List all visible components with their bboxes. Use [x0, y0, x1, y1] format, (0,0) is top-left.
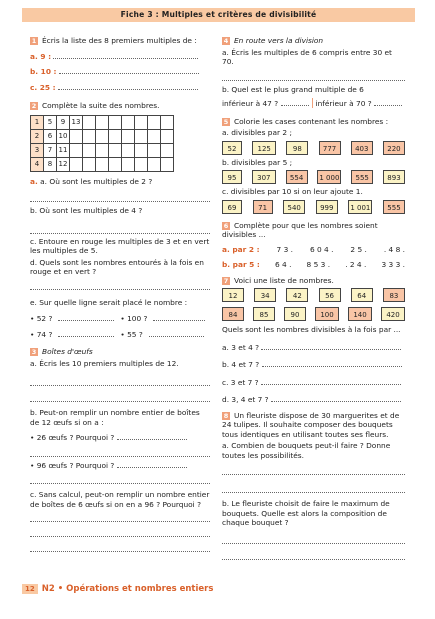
- question-5c: c. divisibles par 10 si on leur ajoute 1.: [222, 187, 363, 196]
- answer-line[interactable]: [58, 83, 198, 90]
- question-4a: a. Écris les multiples de 6 compris entre 30 et 70.: [222, 47, 392, 66]
- grid-cell[interactable]: 8: [44, 157, 57, 171]
- question-4b: b. Quel est le plus grand multiple de 6: [222, 84, 364, 94]
- grid-cell[interactable]: [148, 129, 161, 143]
- exercise-1-instruction: Écris la liste des 8 premiers multiples de :: [42, 36, 197, 45]
- boxes-5b: [222, 170, 405, 184]
- grid-cell[interactable]: 13: [70, 115, 83, 129]
- grid-cell[interactable]: [109, 143, 122, 157]
- right-column: [222, 36, 405, 560]
- left-column: [30, 36, 210, 552]
- grid-cell: 3: [31, 143, 44, 157]
- question-1a: a. 9 :: [30, 51, 52, 61]
- grid-cell[interactable]: [83, 157, 96, 171]
- exercise-number: 4: [223, 37, 229, 45]
- answer-line[interactable]: [30, 392, 210, 402]
- question-2e: e. Sur quelle ligne serait placé le nombre :: [30, 297, 188, 307]
- number-box: 12: [222, 288, 244, 302]
- exercise-6-instruction: Complète pour que les nombres soient divisibles ...: [222, 220, 378, 239]
- answer-line[interactable]: [30, 447, 210, 457]
- question-3b-26: • 26 œufs ? Pourquoi ?: [30, 433, 115, 442]
- answer-line[interactable]: [222, 465, 405, 475]
- question-7c: c. 3 et 7 ?: [222, 377, 259, 387]
- number-box[interactable]: 95: [222, 170, 242, 184]
- answer-line[interactable]: [262, 360, 402, 367]
- number-box: 420: [381, 307, 405, 321]
- number-box: 90: [284, 307, 306, 321]
- question-2e-52: • 52 ?: [30, 314, 53, 323]
- question-2c: c. Entoure en rouge les multiples de 3 et en vert les multiples de 5.: [30, 236, 210, 255]
- exercise-number: 1: [31, 37, 37, 45]
- answer-line[interactable]: [58, 330, 114, 337]
- answer-line[interactable]: [153, 314, 205, 321]
- exercise-number: 6: [223, 221, 229, 230]
- grid-cell[interactable]: 11: [57, 143, 70, 157]
- question-2a: a. Où sont les multiples de 2 ?: [40, 176, 153, 186]
- grid-cell[interactable]: 5: [44, 115, 57, 129]
- number-box: 84: [222, 307, 244, 321]
- question-1b: b. 10 :: [30, 67, 57, 76]
- question-6b: b. par 5 :: [222, 260, 260, 269]
- number-box[interactable]: 71: [253, 200, 273, 214]
- answer-line[interactable]: [30, 280, 210, 290]
- boxes-7-row1: [222, 288, 405, 302]
- fill-number[interactable]: 6 0 4 .: [309, 244, 334, 254]
- answer-line[interactable]: [30, 192, 210, 202]
- exercise-number: 5: [223, 117, 229, 126]
- grid-cell[interactable]: [109, 115, 122, 129]
- exercise-4-title: En route vers la division: [234, 36, 324, 45]
- exercise-8-instruction: Un fleuriste dispose de 30 marguerites et de 24 tulipes. Il souhaite composer des bouquets tous identiques en utilisant toutes ses fleurs.: [222, 410, 400, 439]
- grid-cell[interactable]: [70, 143, 83, 157]
- number-box[interactable]: 777: [319, 141, 341, 155]
- number-box[interactable]: 1 001: [348, 200, 372, 214]
- grid-cell[interactable]: [148, 157, 161, 171]
- question-3a: a. Écris les 10 premiers multiples de 12.: [30, 358, 179, 368]
- number-box[interactable]: 999: [316, 200, 338, 214]
- grid-cell[interactable]: [96, 157, 109, 171]
- exercise-number: 3: [31, 348, 37, 356]
- question-7a: a. 3 et 4 ?: [222, 342, 260, 352]
- grid-cell[interactable]: [83, 115, 96, 129]
- grid-cell[interactable]: [122, 143, 135, 157]
- grid-cell[interactable]: [122, 157, 135, 171]
- fill-number[interactable]: 2 5 .: [350, 244, 367, 254]
- answer-line[interactable]: [222, 550, 405, 560]
- question-3b-96: • 96 œufs ? Pourquoi ?: [30, 460, 115, 470]
- answer-line[interactable]: [58, 314, 114, 321]
- question-3b: b. Peut-on remplir un nombre entier de boîtes de 12 œufs si on a :: [30, 408, 200, 427]
- answer-line[interactable]: [261, 378, 401, 385]
- answer-line[interactable]: [59, 67, 199, 74]
- fill-number[interactable]: 6 4 .: [274, 260, 292, 269]
- grid-cell[interactable]: [135, 129, 148, 143]
- grid-cell[interactable]: [83, 143, 96, 157]
- answer-line[interactable]: [30, 512, 210, 522]
- answer-line[interactable]: [374, 99, 402, 106]
- exercise-4: [222, 36, 405, 109]
- grid-cell: 1: [31, 115, 44, 129]
- question-2b: b. Où sont les multiples de 4 ?: [30, 206, 143, 215]
- answer-line[interactable]: [222, 534, 405, 544]
- fill-number[interactable]: 7 3 .: [276, 244, 293, 254]
- grid-cell[interactable]: [161, 115, 174, 129]
- question-5a: a. divisibles par 2 ;: [222, 128, 292, 137]
- number-box[interactable]: 307: [252, 170, 276, 184]
- number-box: 100: [315, 307, 339, 321]
- grid-cell[interactable]: [161, 157, 174, 171]
- exercise-3-title: Boîtes d'œufs: [42, 347, 93, 356]
- question-8a: a. Combien de bouquets peut-il faire ? Donne toutes les possibilités.: [222, 441, 391, 460]
- number-box[interactable]: 555: [383, 200, 405, 214]
- exercise-number: 2: [31, 102, 37, 110]
- answer-line[interactable]: [30, 527, 210, 537]
- grid-cell[interactable]: [161, 143, 174, 157]
- exercise-7-instruction: Voici une liste de nombres.: [234, 275, 334, 285]
- exercise-number: 8: [223, 411, 229, 420]
- grid-cell[interactable]: 6: [44, 129, 57, 143]
- grid-cell[interactable]: [83, 129, 96, 143]
- number-box[interactable]: 69: [222, 200, 242, 214]
- exercise-1: [30, 36, 210, 92]
- grid-cell[interactable]: 10: [57, 129, 70, 143]
- grid-cell[interactable]: 7: [44, 143, 57, 157]
- exercise-5: [222, 117, 405, 214]
- grid-cell[interactable]: [96, 129, 109, 143]
- answer-line[interactable]: [30, 542, 210, 552]
- answer-line[interactable]: [30, 474, 210, 484]
- question-3c: c. Sans calcul, peut-on remplir un nombre entier de boîtes de 6 œufs si on en a 96 ? Pourquoi ?: [30, 490, 210, 509]
- answer-line[interactable]: [271, 395, 401, 402]
- question-4b-47: inférieur à 47 ?: [222, 99, 279, 108]
- question-8b: b. Le fleuriste choisit de faire le maximum de bouquets. Quelle est alors la composition de chaque bouquet ?: [222, 499, 390, 527]
- number-box: 64: [351, 288, 373, 302]
- exercise-2-instruction: Complète la suite des nombres.: [42, 101, 160, 110]
- question-4b-70: inférieur à 70 ?: [315, 99, 372, 108]
- number-box: 42: [286, 288, 308, 302]
- question-5b: b. divisibles par 5 ;: [222, 157, 293, 167]
- grid-cell[interactable]: [122, 129, 135, 143]
- grid-cell[interactable]: 9: [57, 115, 70, 129]
- number-box[interactable]: 554: [286, 170, 308, 184]
- grid-cell[interactable]: [109, 157, 122, 171]
- number-box[interactable]: 220: [383, 141, 405, 155]
- answer-line[interactable]: [30, 224, 210, 234]
- fill-number[interactable]: 3 3 3 .: [381, 260, 405, 269]
- fill-number[interactable]: 8 5 3 .: [306, 260, 331, 269]
- question-2e-74: • 74 ?: [30, 329, 53, 339]
- exercise-2: 2 Complète la suite des nombres. 1 5 9 13 2 6 10 3 7 11 4 8 12 a. a. Où sont les multiples de 2 ? b. Où sont les multiples de 4 ? c. Entoure en rouge les multiples de 3 et en vert les multiples de 5. d. Quels sont les nombres entourés à la fois en rouge et en vert ? e. Sur quelle ligne serait placé le nombre : • 52 ? • 100 ? • 74 ? • 55 ?: [30, 101, 210, 339]
- question-2e-100: • 100 ?: [120, 314, 148, 323]
- grid-cell[interactable]: [161, 129, 174, 143]
- number-box: 83: [383, 288, 405, 302]
- answer-line[interactable]: [222, 71, 405, 81]
- grid-cell[interactable]: [148, 143, 161, 157]
- number-grid: [30, 115, 174, 172]
- exercise-number: 7: [223, 276, 229, 285]
- question-6a: a. par 2 :: [222, 244, 260, 254]
- number-box[interactable]: 98: [286, 141, 308, 155]
- grid-cell[interactable]: [96, 143, 109, 157]
- boxes-5a: [222, 141, 405, 155]
- fill-number[interactable]: . 4 8 .: [383, 244, 405, 254]
- grid-cell[interactable]: [70, 129, 83, 143]
- number-box: 85: [253, 307, 275, 321]
- sheet-title: Fiche 3 : Multiples et critères de divisibilité: [22, 8, 415, 22]
- grid-cell[interactable]: 12: [57, 157, 70, 171]
- number-box: 34: [254, 288, 276, 302]
- exercise-8: [222, 411, 405, 560]
- question-2d: d. Quels sont les nombres entourés à la fois en rouge et en vert ?: [30, 257, 204, 276]
- grid-cell[interactable]: [148, 115, 161, 129]
- grid-cell[interactable]: [96, 115, 109, 129]
- answer-line[interactable]: [149, 330, 204, 337]
- question-1c: c. 25 :: [30, 82, 56, 92]
- chapter-title: N2 • Opérations et nombres entiers: [41, 584, 214, 594]
- fill-number[interactable]: . 2 4 .: [345, 260, 367, 269]
- number-box[interactable]: 555: [351, 170, 373, 184]
- answer-line[interactable]: [30, 376, 210, 386]
- answer-line[interactable]: [117, 433, 187, 440]
- number-box: 140: [348, 307, 372, 321]
- question-7: Quels sont les nombres divisibles à la fois par ...: [222, 325, 401, 334]
- number-box[interactable]: 125: [252, 141, 276, 155]
- question-7d: d. 3, 4 et 7 ?: [222, 395, 269, 404]
- grid-cell[interactable]: [135, 115, 148, 129]
- grid-cell[interactable]: [135, 143, 148, 157]
- number-box[interactable]: 1 000: [317, 170, 341, 184]
- question-2e-55: • 55 ?: [120, 329, 143, 339]
- number-box[interactable]: 52: [222, 141, 242, 155]
- page-footer: [22, 584, 213, 594]
- grid-cell[interactable]: [109, 129, 122, 143]
- question-7b: b. 4 et 7 ?: [222, 360, 260, 369]
- exercise-5-instruction: Colorie les cases contenant les nombres :: [234, 116, 389, 126]
- grid-cell[interactable]: [70, 157, 83, 171]
- number-box[interactable]: 893: [383, 170, 405, 184]
- grid-cell: 2: [31, 129, 44, 143]
- grid-cell[interactable]: [122, 115, 135, 129]
- number-box[interactable]: 403: [351, 141, 373, 155]
- page-number: 12: [22, 584, 38, 594]
- grid-cell: 4: [31, 157, 44, 171]
- number-box: 56: [319, 288, 341, 302]
- answer-line[interactable]: [53, 52, 198, 59]
- exercise-6: [222, 221, 405, 270]
- number-box[interactable]: 540: [283, 200, 305, 214]
- exercise-7: [222, 276, 405, 405]
- boxes-7-row2: [222, 307, 405, 321]
- answer-line[interactable]: [261, 343, 401, 350]
- answer-line[interactable]: [281, 99, 309, 106]
- answer-line[interactable]: [222, 483, 405, 493]
- boxes-5c: [222, 200, 405, 214]
- grid-cell[interactable]: [135, 157, 148, 171]
- answer-line[interactable]: [117, 461, 187, 468]
- exercise-3: [30, 347, 210, 552]
